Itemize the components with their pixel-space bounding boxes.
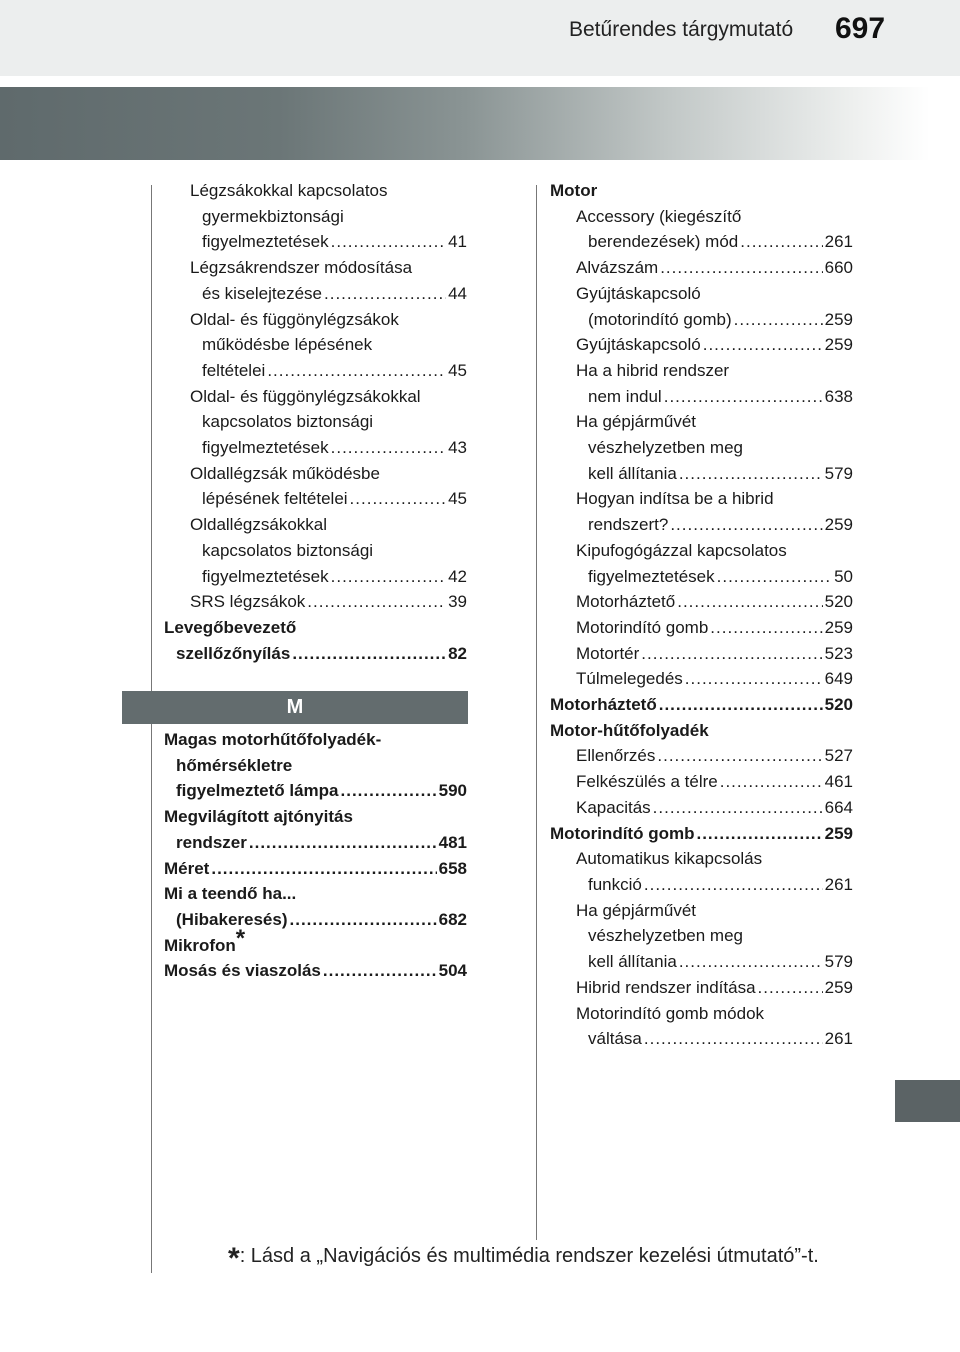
dot-leader [720, 769, 823, 795]
index-entry-text: Accessory (kiegészítő [576, 206, 742, 226]
index-entry-text: funkció [588, 874, 642, 894]
dot-leader [324, 281, 446, 307]
index-entry [550, 204, 853, 255]
index-entry-text: figyelmeztető lámpa [176, 781, 339, 801]
page-reference: 39 [448, 592, 467, 612]
dot-leader [644, 872, 823, 898]
page-reference: 660 [824, 258, 853, 278]
index-entry-line [576, 512, 853, 538]
index-entry-line [576, 1026, 853, 1052]
page-reference: 658 [438, 858, 467, 878]
index-entry-line [576, 229, 853, 255]
column-divider [536, 185, 537, 1240]
dot-leader [341, 778, 437, 804]
index-entry-line [190, 589, 467, 615]
index-entry-text: Ha gépjárművét [576, 412, 697, 432]
index-entry-text: (motorindító gomb) [588, 309, 732, 329]
index-entry-text: Automatikus kikapcsolás [576, 849, 763, 869]
index-entry-text: Oldal- és függönylégzsákokkal [190, 386, 421, 406]
dot-leader [331, 229, 446, 255]
index-entry [550, 692, 853, 718]
index-entry [164, 384, 467, 461]
index-entry-text: Gyújtáskapcsoló [576, 335, 701, 355]
index-entry [550, 846, 853, 897]
page-reference: 481 [438, 832, 467, 852]
index-entry-text: Felkészülés a télre [576, 772, 718, 792]
page-reference: 259 [824, 977, 853, 997]
index-entry [164, 856, 467, 882]
index-entry-line [576, 332, 853, 358]
index-entry-text: Gyújtáskapcsoló [576, 283, 701, 303]
index-entry-line [550, 692, 853, 718]
index-entry [550, 538, 853, 589]
page-reference: 649 [824, 669, 853, 689]
index-entry [164, 461, 467, 512]
index-entry-text: Levegőbevezető [164, 617, 297, 637]
page-reference: 45 [448, 489, 467, 509]
index-entry-line [164, 907, 467, 933]
page-reference: 259 [824, 617, 853, 637]
dot-leader [660, 255, 822, 281]
index-entry-line [164, 641, 467, 667]
index-entry-text: SRS légzsákok [190, 592, 306, 612]
dot-leader [717, 564, 832, 590]
index-entry-line [190, 281, 467, 307]
page-reference: 82 [448, 643, 467, 663]
index-entry-text: lépésének feltételei [202, 489, 348, 509]
index-entry-text: kapcsolatos biztonsági [202, 412, 374, 432]
index-entry-text: Motorindító gomb [576, 617, 709, 637]
page-reference: 527 [824, 746, 853, 766]
index-entry [164, 881, 467, 932]
page-reference: 461 [824, 772, 853, 792]
dot-leader [267, 358, 446, 384]
index-entry [550, 409, 853, 486]
index-entry [550, 641, 853, 667]
index-entry [550, 743, 853, 769]
index-entry-text: kell állítania [588, 463, 677, 483]
index-entry-text: Motorindító gomb [550, 823, 695, 843]
index-entry [550, 666, 853, 692]
index-entry [164, 178, 467, 255]
index-entry-line [576, 384, 853, 410]
index-column-left-top [164, 178, 467, 666]
index-entry-line [190, 486, 467, 512]
index-entry [550, 178, 853, 204]
index-entry-text: működésbe lépésének [202, 335, 373, 355]
index-entry-text: Mi a teendő ha... [164, 884, 297, 904]
index-entry-line [576, 307, 853, 333]
index-entry [164, 589, 467, 615]
index-entry-text: figyelmeztetések [202, 438, 329, 458]
index-entry [164, 255, 467, 306]
index-entry [164, 512, 467, 589]
index-entry-text: Kapacitás [576, 797, 651, 817]
page-reference: 523 [824, 643, 853, 663]
index-entry-text: rendszer [176, 832, 247, 852]
dot-leader [710, 615, 822, 641]
index-entry-line [576, 872, 853, 898]
index-entry-text: gyermekbiztonsági [202, 206, 344, 226]
index-entry-text: Kipufogógázzal kapcsolatos [576, 540, 787, 560]
index-entry-line [164, 958, 467, 984]
dot-leader [679, 949, 823, 975]
dot-leader [249, 830, 437, 856]
index-entry [164, 804, 467, 855]
index-entry [550, 718, 853, 744]
page-reference: 520 [824, 695, 853, 715]
index-entry-text: Légzsákokkal kapcsolatos [190, 181, 388, 200]
thumb-index-tab [895, 1080, 960, 1122]
index-entry-text: rendszert? [588, 515, 669, 535]
dot-leader [331, 435, 446, 461]
index-entry-line [190, 358, 467, 384]
index-entry-line [576, 743, 853, 769]
index-entry-text: Mosás és viaszolás [164, 961, 321, 981]
page-reference: 45 [448, 360, 467, 380]
page-reference: 261 [824, 232, 853, 252]
page-reference: 259 [824, 515, 853, 535]
header-banner [0, 87, 930, 160]
index-entry-text: Oldallégzsák működésbe [190, 463, 380, 483]
index-entry-text: kapcsolatos biztonsági [202, 540, 374, 560]
index-entry-text: váltása [588, 1029, 642, 1049]
dot-leader [290, 907, 437, 933]
footnote-text: : Lásd a „Navigációs és multimédia rendszer kezelési útmutató”-t. [239, 1245, 819, 1267]
index-entry [550, 358, 853, 409]
dot-leader [307, 589, 446, 615]
index-entry [550, 589, 853, 615]
index-entry-text: Motor-hűtőfolyadék [550, 720, 709, 740]
index-entry-text: Magas motorhűtőfolyadék- [164, 730, 382, 749]
index-entry-text: vészhelyzetben meg [588, 438, 743, 458]
index-entry-text: Oldal- és függönylégzsákok [190, 309, 399, 329]
dot-leader [292, 641, 446, 667]
page-reference: 638 [824, 386, 853, 406]
dot-leader [703, 332, 823, 358]
dot-leader [644, 1026, 823, 1052]
index-entry-text: vészhelyzetben meg [588, 926, 743, 946]
index-entry-text: Megvilágított ajtónyitás [164, 807, 353, 827]
index-entry [550, 821, 853, 847]
dot-leader [657, 743, 822, 769]
index-entry-text: kell állítania [588, 952, 677, 972]
index-entry-line [576, 641, 853, 667]
index-entry-text: Ellenőrzés [576, 746, 656, 766]
dot-leader [677, 589, 822, 615]
page-reference: 259 [824, 309, 853, 329]
index-entry [550, 281, 853, 332]
index-entry-line [190, 564, 467, 590]
index-entry-text: Oldallégzsákokkal [190, 515, 328, 535]
index-entry-line [576, 795, 853, 821]
index-entry-line [190, 229, 467, 255]
dot-leader [740, 229, 822, 255]
index-entry-text: (Hibakeresés) [176, 909, 288, 929]
page-reference: 50 [834, 566, 853, 586]
page-reference: 590 [438, 781, 467, 801]
index-column-right [550, 178, 853, 1052]
index-entry-text: Hogyan indítsa be a hibrid [576, 489, 774, 509]
index-entry [550, 486, 853, 537]
page-reference: 259 [824, 335, 853, 355]
index-entry-text: Motortér [576, 643, 640, 663]
section-title: Betűrendes tárgymutató [569, 18, 794, 41]
dot-leader [670, 512, 822, 538]
page-reference: 664 [824, 797, 853, 817]
dot-leader [331, 564, 446, 590]
index-entry [164, 958, 467, 984]
index-entry-line [164, 778, 467, 804]
index-entry-text: feltételei [202, 360, 266, 380]
left-margin-rule [151, 185, 152, 1273]
dot-leader [685, 666, 823, 692]
page-reference: 579 [824, 952, 853, 972]
index-entry [550, 332, 853, 358]
dot-leader [758, 975, 823, 1001]
index-entry-text: Motorháztető [576, 592, 676, 612]
index-column-left-m [164, 727, 467, 984]
index-entry-text: és kiselejtezése [202, 283, 323, 303]
index-entry [164, 924, 467, 959]
index-entry [164, 307, 467, 384]
index-entry-line [576, 564, 853, 590]
index-entry-text: Ha a hibrid rendszer [576, 360, 730, 380]
index-entry-line [576, 769, 853, 795]
dot-leader [659, 692, 823, 718]
index-entry-text: Méret [164, 858, 210, 878]
index-entry [550, 1001, 853, 1052]
index-entry-text: Légzsákrendszer módosítása [190, 258, 413, 278]
footnote-star: * [228, 1242, 240, 1275]
page-number: 697 [835, 12, 886, 45]
index-entry-line [164, 830, 467, 856]
index-entry [550, 255, 853, 281]
index-entry-text: Motorháztető [550, 695, 657, 715]
page-reference: 504 [438, 961, 467, 981]
index-entry-text: Mikrofon* [164, 924, 246, 955]
index-entry-text: berendezések) mód [588, 232, 739, 252]
index-entry-text: hőmérsékletre [176, 755, 293, 775]
index-entry-line [164, 856, 467, 882]
page-reference: 579 [824, 463, 853, 483]
page-reference: 520 [824, 592, 853, 612]
dot-leader [211, 856, 436, 882]
index-entry-text: figyelmeztetések [588, 566, 715, 586]
dot-leader [653, 795, 823, 821]
index-entry-text: Túlmelegedés [576, 669, 683, 689]
index-entry-line [576, 461, 853, 487]
index-entry [550, 898, 853, 975]
index-entry-line [550, 821, 853, 847]
index-entry [550, 615, 853, 641]
index-entry-text: nem indul [588, 386, 662, 406]
index-entry-text: figyelmeztetések [202, 232, 329, 252]
index-entry-line [576, 949, 853, 975]
index-entry-text: Alvázszám [576, 258, 659, 278]
header-strip [0, 0, 960, 76]
dot-leader [696, 821, 822, 847]
page-reference: 42 [448, 566, 467, 586]
index-entry-line [576, 975, 853, 1001]
page-reference: 41 [448, 232, 467, 252]
dot-leader [679, 461, 823, 487]
index-entry-line [190, 435, 467, 461]
page-reference: 261 [824, 874, 853, 894]
dot-leader [350, 486, 447, 512]
index-entry-text: Motor [550, 181, 598, 200]
index-entry-line [576, 615, 853, 641]
dot-leader [664, 384, 823, 410]
index-entry [550, 795, 853, 821]
index-entry [164, 727, 467, 804]
index-entry [550, 769, 853, 795]
index-entry-line [576, 666, 853, 692]
dot-leader [641, 641, 822, 667]
letter-heading-m: M [122, 691, 468, 724]
index-entry-text: figyelmeztetések [202, 566, 329, 586]
footnote [228, 1236, 819, 1275]
page-reference: 682 [438, 909, 467, 929]
index-entry-line [576, 589, 853, 615]
page-reference: 259 [824, 823, 853, 843]
index-entry-text: Motorindító gomb módok [576, 1003, 765, 1023]
index-entry-text: Ha gépjárművét [576, 900, 697, 920]
index-entry-line [576, 255, 853, 281]
dot-leader [734, 307, 823, 333]
dot-leader [323, 958, 437, 984]
page-reference: 44 [448, 283, 467, 303]
index-entry [164, 615, 467, 666]
index-entry-text: Hibrid rendszer indítása [576, 977, 756, 997]
footnote-marker: * [235, 924, 246, 952]
index-entry-text: szellőzőnyílás [176, 643, 291, 663]
page-reference: 261 [824, 1029, 853, 1049]
page-reference: 43 [448, 438, 467, 458]
index-entry [550, 975, 853, 1001]
